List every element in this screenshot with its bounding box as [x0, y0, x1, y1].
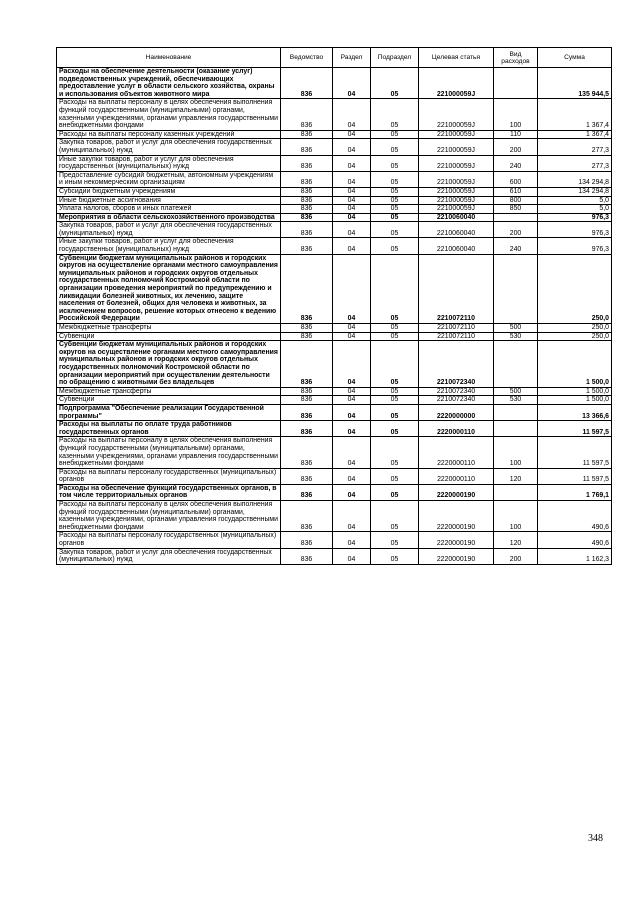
cell-name: Закупка товаров, работ и услуг для обеспечения государственных (муниципальных) нужд [57, 139, 281, 155]
cell-sec: 04 [333, 548, 371, 564]
cell-typ: 600 [494, 171, 538, 187]
cell-name: Расходы на выплаты персоналу в целях обеспечения выполнения функций государственными (муниципальными) органами, казенными учреждениями, органами управления государственными внебюджетными фондами [57, 437, 281, 468]
table-row [57, 421, 612, 437]
header-target: Целевая статья [419, 48, 494, 68]
cell-sum: 11 597,5 [538, 421, 612, 437]
cell-typ: 200 [494, 548, 538, 564]
cell-dep: 836 [281, 332, 333, 341]
cell-tgt: 2220000190 [419, 548, 494, 564]
cell-name: Расходы на выплаты персоналу государственных (муниципальных) органов [57, 532, 281, 548]
cell-sum: 250,0 [538, 332, 612, 341]
cell-sec: 04 [333, 171, 371, 187]
cell-sum: 250,0 [538, 324, 612, 333]
table-row [57, 196, 612, 205]
cell-sum: 490,6 [538, 532, 612, 548]
cell-sec: 04 [333, 387, 371, 396]
cell-dep: 836 [281, 139, 333, 155]
cell-sum: 135 944,5 [538, 68, 612, 99]
cell-dep: 836 [281, 501, 333, 532]
cell-typ [494, 421, 538, 437]
cell-sec: 04 [333, 222, 371, 238]
cell-typ: 100 [494, 99, 538, 130]
cell-sec: 04 [333, 196, 371, 205]
cell-name: Уплата налогов, сборов и иных платежей [57, 205, 281, 214]
cell-typ: 240 [494, 238, 538, 254]
cell-dep: 836 [281, 238, 333, 254]
cell-tgt: 221000059J [419, 171, 494, 187]
cell-sub: 05 [371, 99, 419, 130]
table-row [57, 332, 612, 341]
cell-name: Расходы на обеспечение деятельности (оказание услуг) подведомственных учреждений, обеспечивающих предоставление услуг в области сельского хозяйства, охраны и использования объектов животного мира [57, 68, 281, 99]
cell-sub: 05 [371, 421, 419, 437]
cell-name: Межбюджетные трансферты [57, 324, 281, 333]
table-row [57, 68, 612, 99]
cell-sum: 1 500,0 [538, 341, 612, 388]
cell-sub: 05 [371, 468, 419, 484]
cell-name: Подпрограмма "Обеспечение реализации Государственной программы" [57, 404, 281, 420]
cell-sub: 05 [371, 332, 419, 341]
cell-dep: 836 [281, 468, 333, 484]
cell-sum: 11 597,5 [538, 468, 612, 484]
table-row [57, 205, 612, 214]
cell-sum: 134 294,8 [538, 187, 612, 196]
cell-sum: 490,6 [538, 501, 612, 532]
cell-sub: 05 [371, 205, 419, 214]
cell-sec: 04 [333, 341, 371, 388]
cell-dep: 836 [281, 387, 333, 396]
cell-dep: 836 [281, 404, 333, 420]
header-department: Ведомство [281, 48, 333, 68]
cell-dep: 836 [281, 396, 333, 405]
cell-typ: 200 [494, 139, 538, 155]
table-row [57, 404, 612, 420]
cell-tgt: 221000059J [419, 130, 494, 139]
cell-dep: 836 [281, 68, 333, 99]
cell-tgt: 2210072110 [419, 254, 494, 323]
cell-sec: 04 [333, 130, 371, 139]
cell-sub: 05 [371, 155, 419, 171]
cell-sec: 04 [333, 404, 371, 420]
table-row [57, 222, 612, 238]
table-row [57, 532, 612, 548]
cell-tgt: 2220000190 [419, 501, 494, 532]
cell-sub: 05 [371, 341, 419, 388]
cell-sec: 04 [333, 332, 371, 341]
cell-name: Иные бюджетные ассигнования [57, 196, 281, 205]
cell-sum: 976,3 [538, 222, 612, 238]
cell-name: Расходы на обеспечение функций государственных органов, в том числе территориальных органов [57, 484, 281, 500]
cell-typ: 500 [494, 387, 538, 396]
cell-tgt: 221000059J [419, 155, 494, 171]
cell-sub: 05 [371, 139, 419, 155]
cell-tgt: 221000059J [419, 196, 494, 205]
cell-typ: 610 [494, 187, 538, 196]
cell-sub: 05 [371, 532, 419, 548]
table-row [57, 139, 612, 155]
cell-typ [494, 254, 538, 323]
cell-tgt: 221000059J [419, 68, 494, 99]
cell-dep: 836 [281, 324, 333, 333]
cell-tgt: 2220000190 [419, 532, 494, 548]
cell-tgt: 2210060040 [419, 222, 494, 238]
table-row [57, 341, 612, 388]
cell-sub: 05 [371, 238, 419, 254]
cell-typ: 100 [494, 437, 538, 468]
cell-sec: 04 [333, 421, 371, 437]
cell-sum: 11 597,5 [538, 437, 612, 468]
cell-sub: 05 [371, 324, 419, 333]
table-row [57, 387, 612, 396]
cell-sub: 05 [371, 213, 419, 222]
cell-sub: 05 [371, 130, 419, 139]
table-row [57, 468, 612, 484]
cell-dep: 836 [281, 196, 333, 205]
cell-dep: 836 [281, 171, 333, 187]
table-row [57, 155, 612, 171]
cell-sub: 05 [371, 254, 419, 323]
cell-tgt: 2220000110 [419, 468, 494, 484]
cell-name: Иные закупки товаров, работ и услуг для обеспечения государственных (муниципальных) нужд [57, 155, 281, 171]
header-type: Вид расходов [494, 48, 538, 68]
cell-dep: 836 [281, 222, 333, 238]
cell-sub: 05 [371, 484, 419, 500]
cell-name: Иные закупки товаров, работ и услуг для обеспечения государственных (муниципальных) нужд [57, 238, 281, 254]
cell-sum: 1 500,0 [538, 387, 612, 396]
cell-sub: 05 [371, 387, 419, 396]
cell-typ: 240 [494, 155, 538, 171]
table-row [57, 130, 612, 139]
table-row [57, 254, 612, 323]
cell-sum: 1 500,0 [538, 396, 612, 405]
cell-dep: 836 [281, 155, 333, 171]
cell-sub: 05 [371, 501, 419, 532]
table-row [57, 238, 612, 254]
cell-tgt: 2220000000 [419, 404, 494, 420]
cell-typ [494, 341, 538, 388]
cell-dep: 836 [281, 187, 333, 196]
cell-name: Закупка товаров, работ и услуг для обеспечения государственных (муниципальных) нужд [57, 222, 281, 238]
cell-typ [494, 404, 538, 420]
table-row [57, 396, 612, 405]
cell-sum: 277,3 [538, 155, 612, 171]
cell-tgt: 2210072340 [419, 387, 494, 396]
cell-sub: 05 [371, 548, 419, 564]
cell-sec: 04 [333, 468, 371, 484]
cell-tgt: 221000059J [419, 205, 494, 214]
table-row [57, 171, 612, 187]
cell-name: Субвенции бюджетам муниципальных районов и городских округов на осуществление органами местного самоуправления муниципальных районов и городских округов отдельных государственных полномочий Костромской области по организации мероприятий при осуществлении деятельности по обращению с животными без владельцев [57, 341, 281, 388]
cell-sec: 04 [333, 324, 371, 333]
cell-dep: 836 [281, 548, 333, 564]
cell-typ: 120 [494, 468, 538, 484]
budget-table-sheet [56, 47, 611, 565]
table-row [57, 501, 612, 532]
cell-tgt: 2210060040 [419, 213, 494, 222]
cell-sub: 05 [371, 196, 419, 205]
table-row [57, 213, 612, 222]
cell-sum: 5,0 [538, 196, 612, 205]
cell-sec: 04 [333, 187, 371, 196]
cell-typ: 530 [494, 396, 538, 405]
cell-sec: 04 [333, 99, 371, 130]
cell-sub: 05 [371, 396, 419, 405]
cell-tgt: 221000059J [419, 187, 494, 196]
cell-tgt: 221000059J [419, 99, 494, 130]
cell-typ: 850 [494, 205, 538, 214]
cell-sum: 250,0 [538, 254, 612, 323]
cell-tgt: 2210072340 [419, 396, 494, 405]
cell-sub: 05 [371, 222, 419, 238]
table-body [57, 68, 612, 565]
cell-sec: 04 [333, 213, 371, 222]
cell-sub: 05 [371, 171, 419, 187]
cell-typ: 110 [494, 130, 538, 139]
cell-sec: 04 [333, 205, 371, 214]
cell-sec: 04 [333, 254, 371, 323]
cell-typ [494, 484, 538, 500]
header-name: Наименование [57, 48, 281, 68]
cell-name: Предоставление субсидий бюджетным, автономным учреждениям и иным некоммерческим организациям [57, 171, 281, 187]
cell-sec: 04 [333, 396, 371, 405]
cell-typ: 530 [494, 332, 538, 341]
cell-sec: 04 [333, 484, 371, 500]
cell-sec: 04 [333, 501, 371, 532]
cell-dep: 836 [281, 213, 333, 222]
cell-typ [494, 68, 538, 99]
cell-sum: 13 366,6 [538, 404, 612, 420]
cell-sec: 04 [333, 155, 371, 171]
cell-sum: 277,3 [538, 139, 612, 155]
cell-name: Расходы на выплаты персоналу казенных учреждений [57, 130, 281, 139]
page-number: 348 [588, 833, 603, 844]
table-row [57, 484, 612, 500]
cell-dep: 836 [281, 484, 333, 500]
cell-sub: 05 [371, 404, 419, 420]
cell-sum: 1 162,3 [538, 548, 612, 564]
cell-tgt: 2210060040 [419, 238, 494, 254]
cell-tgt: 2210072340 [419, 341, 494, 388]
cell-sum: 976,3 [538, 213, 612, 222]
cell-tgt: 2220000110 [419, 421, 494, 437]
cell-dep: 836 [281, 421, 333, 437]
cell-sum: 134 294,8 [538, 171, 612, 187]
cell-dep: 836 [281, 437, 333, 468]
cell-tgt: 2210072110 [419, 324, 494, 333]
cell-dep: 836 [281, 130, 333, 139]
cell-sum: 1 367,4 [538, 130, 612, 139]
cell-dep: 836 [281, 99, 333, 130]
cell-typ: 800 [494, 196, 538, 205]
cell-name: Мероприятия в области сельскохозяйственного производства [57, 213, 281, 222]
cell-typ: 200 [494, 222, 538, 238]
cell-typ: 120 [494, 532, 538, 548]
cell-typ: 100 [494, 501, 538, 532]
cell-sum: 1 769,1 [538, 484, 612, 500]
cell-sum: 976,3 [538, 238, 612, 254]
cell-name: Расходы на выплаты персоналу в целях обеспечения выполнения функций государственными (муниципальными) органами, казенными учреждениями, органами управления государственными внебюджетными фондами [57, 99, 281, 130]
header-section: Раздел [333, 48, 371, 68]
cell-name: Субвенции [57, 396, 281, 405]
cell-name: Расходы на выплаты по оплате труда работников государственных органов [57, 421, 281, 437]
header-sum: Сумма [538, 48, 612, 68]
cell-typ [494, 213, 538, 222]
cell-sum: 1 367,4 [538, 99, 612, 130]
cell-tgt: 2220000110 [419, 437, 494, 468]
cell-sec: 04 [333, 437, 371, 468]
cell-dep: 836 [281, 254, 333, 323]
cell-tgt: 2210072110 [419, 332, 494, 341]
table-row [57, 187, 612, 196]
table-header-row [57, 48, 612, 68]
cell-sub: 05 [371, 437, 419, 468]
cell-dep: 836 [281, 205, 333, 214]
cell-sub: 05 [371, 187, 419, 196]
cell-sec: 04 [333, 68, 371, 99]
cell-typ: 500 [494, 324, 538, 333]
table-row [57, 99, 612, 130]
table-row [57, 548, 612, 564]
budget-table [56, 47, 612, 565]
cell-name: Закупка товаров, работ и услуг для обеспечения государственных (муниципальных) нужд [57, 548, 281, 564]
cell-name: Расходы на выплаты персоналу в целях обеспечения выполнения функций государственными (муниципальными) органами, казенными учреждениями, органами управления государственными внебюджетными фондами [57, 501, 281, 532]
header-subsection: Подраздел [371, 48, 419, 68]
cell-tgt: 221000059J [419, 139, 494, 155]
cell-name: Расходы на выплаты персоналу государственных (муниципальных) органов [57, 468, 281, 484]
table-row [57, 437, 612, 468]
cell-tgt: 2220000190 [419, 484, 494, 500]
cell-name: Межбюджетные трансферты [57, 387, 281, 396]
table-row [57, 324, 612, 333]
cell-dep: 836 [281, 341, 333, 388]
cell-name: Субвенции бюджетам муниципальных районов и городских округов на осуществление органами местного самоуправления муниципальных районов и городских округов отдельных государственных полномочий Костромской области по организации проведения мероприятий по предупреждению и ликвидации болезней животных, их лечению, защите населения от болезней, общих для человека и животных, за исключением вопросов, решение которых отнесено к ведению Российской Федерации [57, 254, 281, 323]
cell-sec: 04 [333, 532, 371, 548]
cell-name: Субвенции [57, 332, 281, 341]
cell-sec: 04 [333, 238, 371, 254]
cell-name: Субсидии бюджетным учреждениям [57, 187, 281, 196]
cell-dep: 836 [281, 532, 333, 548]
cell-sec: 04 [333, 139, 371, 155]
cell-sub: 05 [371, 68, 419, 99]
cell-sum: 5,0 [538, 205, 612, 214]
